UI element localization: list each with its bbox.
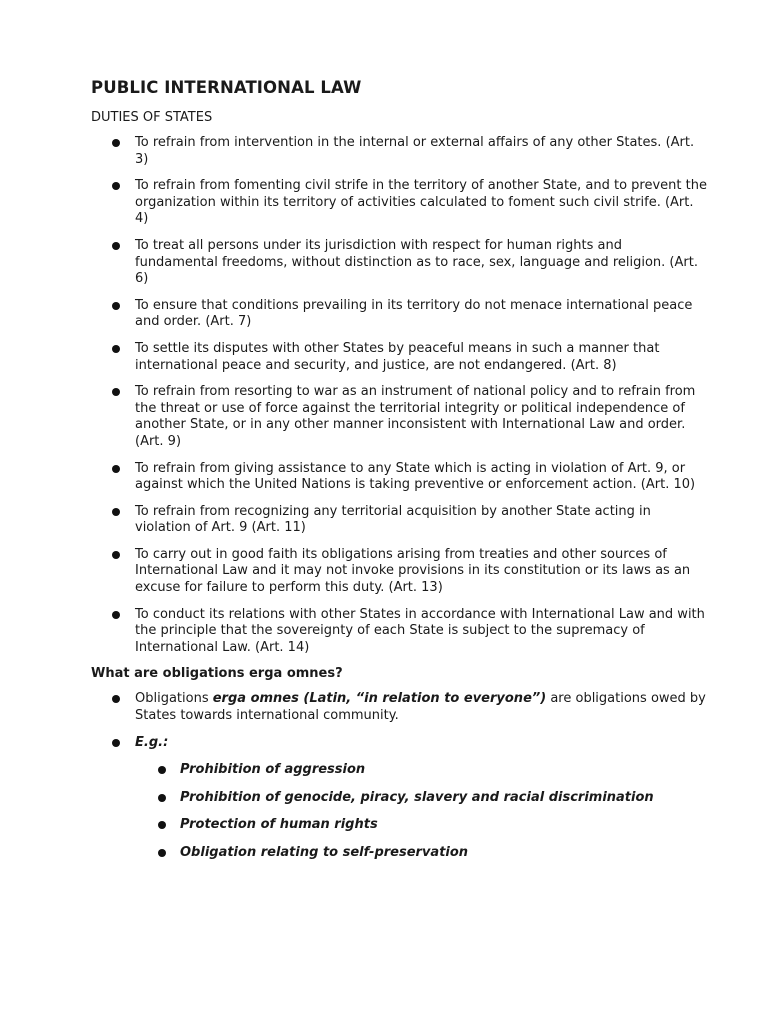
example-text: Protection of human rights [180,817,378,833]
example-text: Obligation relating to self-preservation [180,845,469,860]
list-item [91,341,708,374]
list-item [91,238,708,288]
bullet-icon [112,739,120,747]
erga-intro-term: erga omnes (Latin, “in relation to everyone”) [212,691,547,707]
list-item [91,735,708,862]
example-item [91,790,708,807]
example-text: Prohibition of genocide, piracy, slavery and racial discrimination [180,789,654,805]
duty-text: To settle its disputes with other States by peaceful means in such a manner that international peace and security, and justice, are not endangered. (Art. 8) [135,340,660,373]
list-item [91,547,708,597]
list-item [91,298,708,331]
duty-text: To refrain from giving assistance to any State which is acting in violation of Art. 9, or against which the United Nations is taking preventive or enforcement action. (Art. 10) [135,460,696,493]
duty-text: To refrain from intervention in the internal or external affairs of any other States. (Art. 3) [135,135,695,167]
bullet-icon [112,465,120,473]
bullet-icon [112,695,120,703]
list-item [91,691,708,724]
eg-label: E.g.: [135,734,169,750]
duty-text: To treat all persons under its jurisdiction with respect for human rights and fundamental freedoms, without distinction as to race, sex, language and religion. (Art. 6) [135,237,698,287]
list-item [91,384,708,450]
bullet-icon [112,242,120,250]
bullet-icon [112,182,120,190]
duty-text: To refrain from resorting to war as an instrument of national policy and to refrain from the threat or use of force against the territorial integrity or political independence of another State, or in any other manner inconsistent with International Law and order. (Art. 9) [135,384,696,449]
list-item [91,607,708,657]
duty-text: To refrain from fomenting civil strife in the territory of another State, and to prevent the organization within its territory of activities calculated to foment such civil strife. (Art. 4) [135,178,707,227]
example-text: Prohibition of aggression [180,762,366,778]
bullet-icon [158,849,166,857]
example-item [91,845,708,862]
duty-text: To refrain from recognizing any territorial acquisition by another State acting in violation of Art. 9 (Art. 11) [135,503,651,536]
erga-intro-suffix: are obligations owed by States towards international community. [135,691,706,724]
duties-list [91,135,708,656]
bullet-icon [112,508,120,516]
question-heading: What are obligations erga omnes? [91,666,343,682]
bullet-icon [158,766,166,774]
bullet-icon [112,388,120,396]
bullet-icon [112,611,120,619]
document-title: PUBLIC INTERNATIONAL LAW [91,78,362,97]
examples-list [135,762,708,861]
bullet-icon [158,821,166,829]
erga-intro-prefix: Obligations [135,691,213,707]
example-item [91,762,708,779]
list-item [91,135,708,168]
bullet-icon [112,345,120,353]
bullet-icon [112,139,120,147]
list-item [91,178,708,228]
section-heading-duties: DUTIES OF STATES [91,110,213,125]
bullet-icon [112,302,120,310]
list-item [91,461,708,494]
duty-text: To ensure that conditions prevailing in its territory do not menace international peace and order. (Art. 7) [135,297,693,330]
bullet-icon [112,551,120,559]
list-item [91,504,708,537]
example-item [91,817,708,834]
duty-text: To carry out in good faith its obligations arising from treaties and other sources of International Law and it may not invoke provisions in its constitution or its laws as an excuse for failure to perform this duty. (Art. 13) [135,546,691,596]
bullet-icon [158,794,166,802]
erga-omnes-list [91,691,708,861]
duty-text: To conduct its relations with other States in accordance with International Law and with the principle that the sovereignty of each State is subject to the supremacy of International Law. (Art. 14) [135,606,705,655]
